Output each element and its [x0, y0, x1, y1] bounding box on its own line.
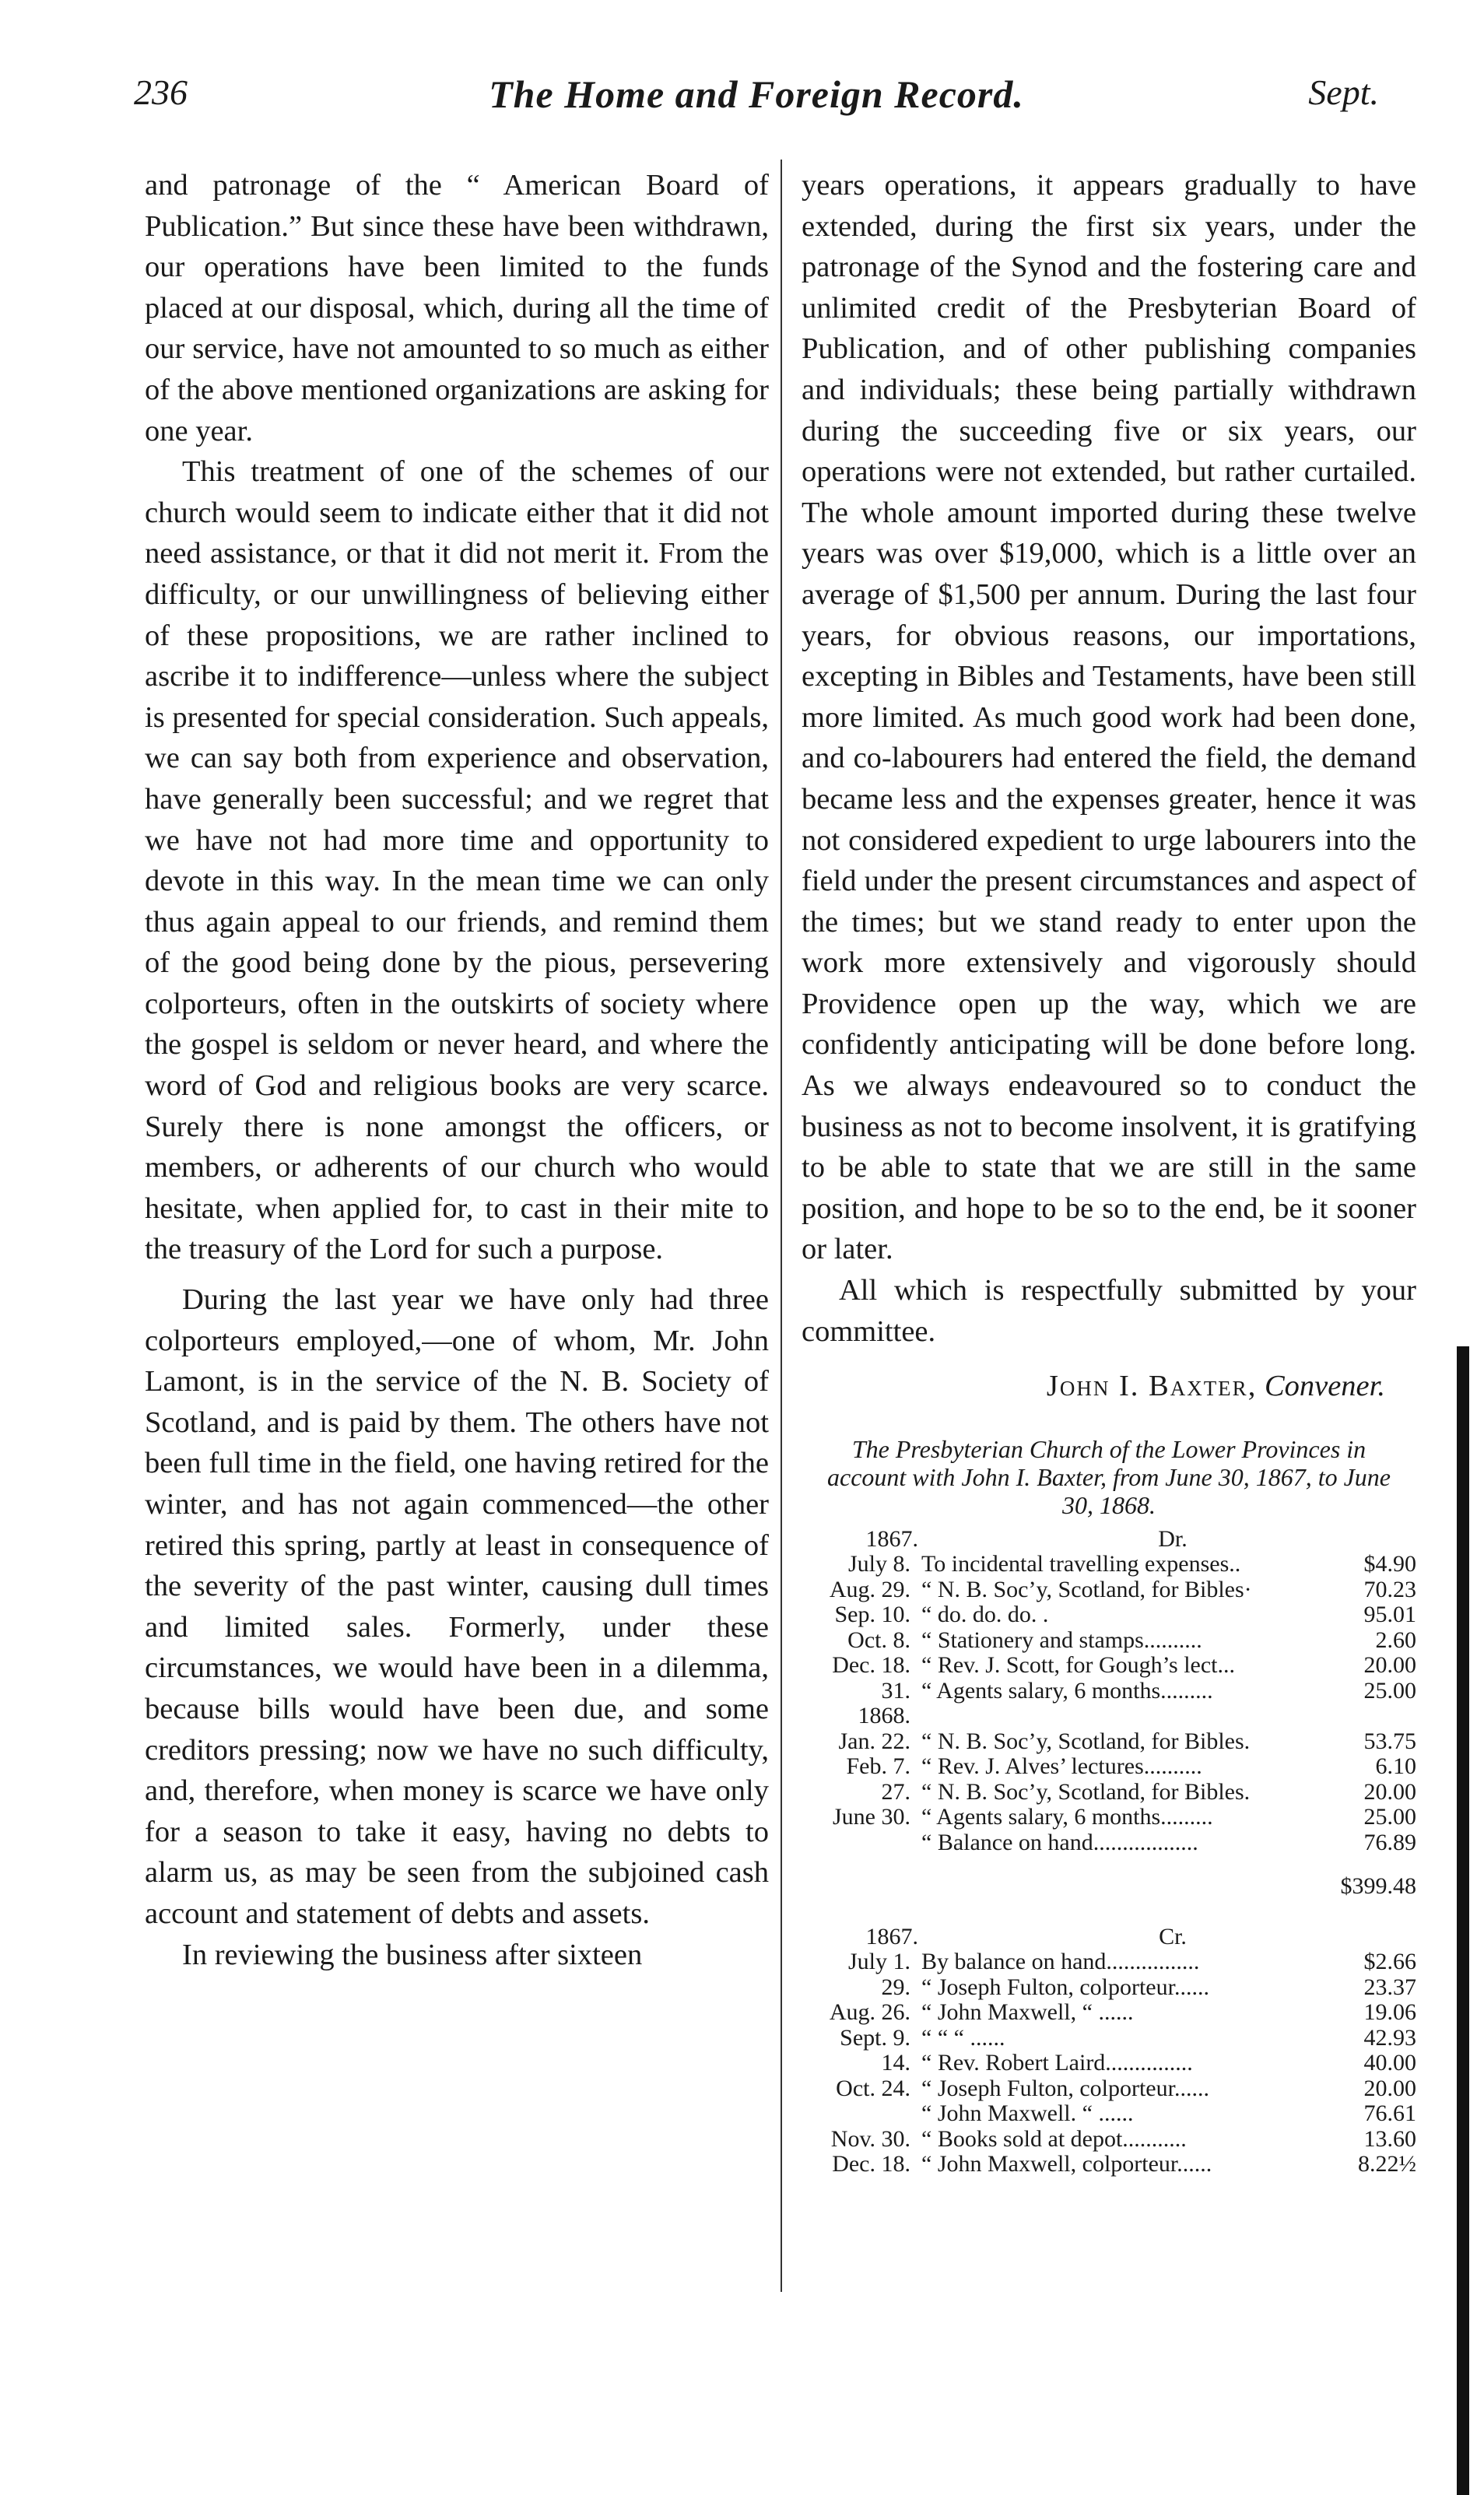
ledger-date: 31. [881, 1677, 910, 1704]
ledger-amount: 76.89 [1363, 1829, 1416, 1855]
ledger-amount: 25.00 [1363, 1804, 1416, 1830]
ledger-row [802, 2101, 1416, 2127]
ledger-item: “ John Maxwell, colporteur...... [921, 2152, 1212, 2177]
ledger-row [802, 2152, 1416, 2177]
ledger-row [802, 2000, 1416, 2026]
ledger-date: 27. [881, 1778, 910, 1805]
ledger-item: “ Agents salary, 6 months......... [921, 1678, 1213, 1704]
ledger-amount: 42.93 [1363, 2024, 1416, 2051]
ledger-date: Sep. 10. [834, 1602, 910, 1628]
credit-ledger [802, 1925, 1416, 2177]
ledger-amount: 70.23 [1363, 1576, 1416, 1602]
debit-rows [802, 1552, 1416, 1855]
ledger-amount: 19.06 [1363, 1999, 1416, 2026]
ledger-item: “ Rev. J. Scott, for Gough’s lect... [921, 1653, 1235, 1679]
ledger-date: Feb. 7. [846, 1753, 910, 1780]
ledger-date: Sept. 9. [840, 2024, 910, 2051]
ledger-item: “ Joseph Fulton, colporteur...... [921, 2076, 1209, 2101]
ledger-date: Dec. 18. [832, 1652, 910, 1679]
ledger-amount: 40.00 [1363, 2050, 1416, 2076]
account-title: The Presbyterian Church of the Lower Provinces in account with John I. Baxter, from June 30, 1867, to June 30, 1868. [827, 1434, 1391, 1519]
ledger-amount: 13.60 [1363, 2125, 1416, 2152]
ledger-amount: $2.66 [1363, 1949, 1416, 1975]
ledger-date: July 8. [847, 1551, 910, 1577]
ledger-row [802, 1704, 1416, 1729]
ledger-item: “ N. B. Soc’y, Scotland, for Bibles· [921, 1577, 1252, 1602]
signature-role: Convener. [1264, 1370, 1385, 1403]
ledger-row [802, 1653, 1416, 1679]
ledger-date: July 1. [847, 1949, 910, 1975]
ledger-date: Oct. 24. [836, 2075, 910, 2101]
ledger-date: 14. [881, 2050, 910, 2076]
ledger-item: “ “ “ ...... [921, 2025, 1005, 2051]
ledger-amount: 8.22½ [1358, 2151, 1416, 2177]
ledger-amount: 23.37 [1363, 1974, 1416, 2000]
ledger-item: “ Agents salary, 6 months......... [921, 1805, 1213, 1830]
ledger-row [802, 2026, 1416, 2051]
ledger-row [802, 2127, 1416, 2153]
ledger-date: Nov. 30. [830, 2125, 910, 2152]
ledger-date: June 30. [833, 1804, 910, 1830]
ledger-date: Oct. 8. [847, 1626, 910, 1653]
ledger-amount [1413, 1704, 1416, 1729]
ledger-item: “ Books sold at depot........... [921, 2126, 1187, 2152]
ledger-date: Aug. 26. [829, 1999, 910, 2026]
ledger-date: Aug. 29. [829, 1576, 910, 1602]
ledger-amount: 6.10 [1375, 1753, 1416, 1780]
header-month: Sept. [1308, 72, 1379, 112]
ledger-amount: 25.00 [1363, 1677, 1416, 1704]
paragraph: years operations, it appears gradually to have extended, during the first six years, under the patronage of the Synod and the fostering care and unlimited credit of the Presbyterian Board of Publication, and of other publishing companies and individuals; these being partially withdrawn during the succeeding five or six years, our operations were not extended, but rather curtailed. The whole amount imported during these twelve years was over $19,000, which is a little over an average of $1,500 per annum. During the last four years, for obvious reasons, our importations, excepting in Bibles and Testaments, have been still more limited. As much good work had been done, and co-labourers had entered the field, the demand became less and the expenses greater, hence it was not considered expedient to urge labourers into the field under the present circumstances and aspect of the times; but we stand ready to enter upon the work more extensively and vigorously should Providence open up the way, which we are confidently anticipating will be done before long. As we always endeavoured so to conduct the business as not to become insolvent, it is gratifying to be able to state that we are still in the same position, and hope to be so to the end, be it sooner or later. [802, 169, 1416, 1266]
ledger-item: “ N. B. Soc’y, Scotland, for Bibles. [921, 1779, 1251, 1805]
ledger-amount: $4.90 [1363, 1551, 1416, 1577]
ledger-item: By balance on hand................ [921, 1949, 1200, 1975]
ledger-row [802, 1628, 1416, 1654]
ledger-date: 1868. [858, 1703, 910, 1729]
ledger-row [802, 1679, 1416, 1704]
ledger-amount: 20.00 [1363, 2075, 1416, 2101]
ledger-item: “ Rev. J. Alves’ lectures.......... [921, 1754, 1202, 1780]
ledger-date: 29. [881, 1974, 910, 2000]
ledger-item: “ N. B. Soc’y, Scotland, for Bibles. [921, 1728, 1251, 1754]
ledger-item: To incidental travelling expenses.. [921, 1552, 1241, 1577]
ledger-item [921, 1704, 1413, 1729]
ledger-item: “ Stationery and stamps.......... [921, 1627, 1202, 1653]
ledger-date [802, 1830, 921, 1856]
debit-label: Dr. [1158, 1526, 1188, 1552]
ledger-row [802, 1577, 1416, 1603]
ledger-row [802, 1975, 1416, 2001]
credit-label: Cr. [1159, 1924, 1187, 1949]
ledger-row [802, 1830, 1416, 1856]
ledger-row [802, 2051, 1416, 2076]
debit-ledger [802, 1527, 1416, 1900]
ledger-row [802, 1780, 1416, 1805]
ledger-row [802, 1552, 1416, 1577]
column-divider [781, 160, 782, 2292]
ledger-row [802, 1602, 1416, 1628]
right-column [802, 165, 1416, 2177]
page-header [134, 72, 1379, 134]
credit-rows [802, 1949, 1416, 2177]
ledger-row [802, 2076, 1416, 2102]
ledger-row [802, 1949, 1416, 1975]
ledger-amount: 76.61 [1363, 2100, 1416, 2127]
ledger-year: 1867. [865, 1525, 918, 1552]
paragraph: During the last year we have only had three colporteurs employed,—one of whom, Mr. John Lamont, is in the service of the N. B. Society of Scotland, and is paid by them. The others have not been full time in the field, one having retired for the winter, and has not again commenced—the other retired this spring, partly at least in consequence of the severity of the past winter, causing dull times and limited sales. Formerly, under these circumstances, we would have been in a dilemma, because bills would have been due, and some creditors pressing; now we have no such difficulty, and, therefore, when money is scarce we have only for a season to take it easy, having no debts to alarm us, as may be seen from the subjoined cash account and statement of debts and assets. [145, 1283, 769, 1930]
paragraph: All which is respectfully submitted by your committee. [802, 1274, 1416, 1348]
paragraph: In reviewing the business after sixteen [182, 1938, 643, 1971]
ledger-amount: 20.00 [1363, 1652, 1416, 1679]
page-number: 236 [134, 72, 188, 112]
ledger-item: “ Balance on hand.................. [921, 1830, 1198, 1855]
ledger-amount: 53.75 [1363, 1728, 1416, 1754]
paragraph: This treatment of one of the schemes of our church would seem to indicate either that it did not need assistance, or that it did not merit it. From the difficulty, or our unwillingness of believing either of these propositions, we are rather inclined to ascribe it to indifference—unless where the subject is presented for special consideration. Such appeals, we can say both from experience and observation, have generally been successful; and we regret that we have not had more time and opportunity to devote in this way. In the mean time we can only thus again appeal to our friends, and remind them of the good being done by the pious, persevering colporteurs, often in the outskirts of society where the gospel is seldom or never heard, and where the word of God and religious books are very scarce. Surely there is none amongst the officers, or members, or adherents of our church who would hesitate, when applied for, to cast in their mite to the treasury of the Lord for such a purpose. [145, 455, 769, 1266]
ledger-date: Jan. 22. [838, 1728, 910, 1754]
ledger-amount: 95.01 [1363, 1602, 1416, 1628]
left-column [145, 165, 769, 1975]
journal-title: The Home and Foreign Record. [489, 72, 1024, 116]
scan-edge [1457, 1346, 1469, 2495]
ledger-heading [802, 1925, 1416, 1950]
ledger-amount: 20.00 [1363, 1778, 1416, 1805]
ledger-item: “ Rev. Robert Laird............... [921, 2051, 1193, 2076]
ledger-date [802, 2101, 921, 2127]
ledger-row [802, 1805, 1416, 1830]
ledger-row [802, 1729, 1416, 1755]
signature-name: John I. Baxter, [1046, 1370, 1258, 1403]
ledger-date: Dec. 18. [832, 2151, 910, 2177]
signature [802, 1366, 1416, 1407]
paragraph: and patronage of the “ American Board of Publication.” But since these have been withdrawn, our operations have been limited to the funds placed at our disposal, which, during all the time of our service, have not amounted to so much as either of the above mentioned organizations are asking for one year. [145, 169, 769, 447]
ledger-item: “ John Maxwell. “ ...... [921, 2101, 1134, 2127]
ledger-year: 1867. [865, 1923, 918, 1949]
ledger-row [802, 1754, 1416, 1780]
ledger-heading [802, 1527, 1416, 1553]
ledger-item: “ do. do. do. . [921, 1602, 1049, 1628]
ledger-item: “ John Maxwell, “ ...... [921, 2000, 1134, 2026]
ledger-amount: 2.60 [1375, 1626, 1416, 1653]
debit-total: $399.48 [1340, 1873, 1416, 1900]
ledger-item: “ Joseph Fulton, colporteur...... [921, 1974, 1209, 2000]
